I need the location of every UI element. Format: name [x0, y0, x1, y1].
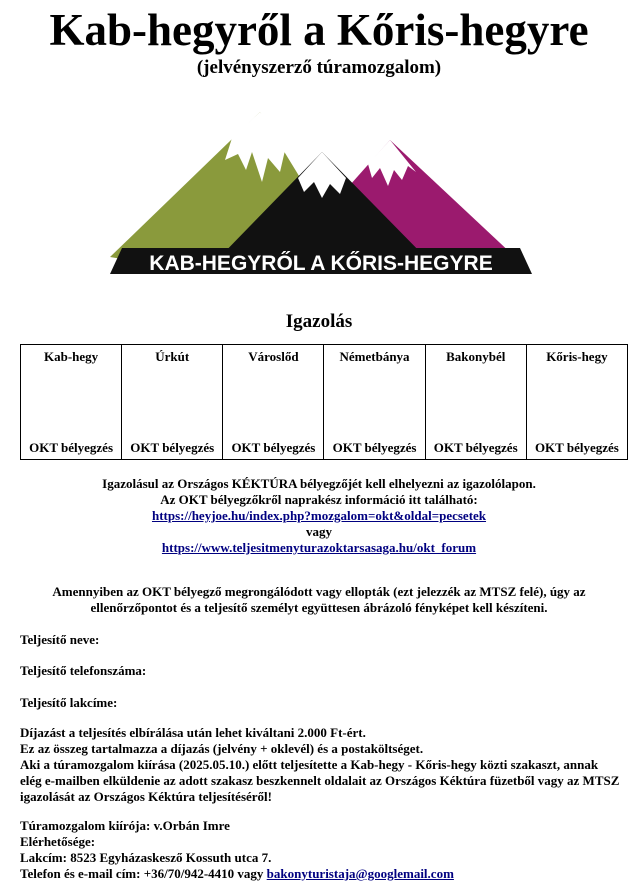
stamp-label: OKT bélyegzés: [29, 440, 114, 455]
stamp-label: OKT bélyegzés: [433, 440, 518, 455]
stamp-cell: [122, 345, 223, 460]
stamp-label: OKT bélyegzés: [130, 440, 215, 455]
contact-phone: Telefon és e-mail cím: +36/70/942-4410 vagy: [20, 866, 267, 881]
damage-note: Amennyiben az OKT bélyegző megrongálódott vagy ellopták (ezt jelezzék az MTSZ felé), úgy az ellenőrzőpontot és a teljesítő személyt együttesen ábrázoló fényképet kell készíteni.: [52, 584, 586, 615]
section-title: Igazolás: [285, 311, 353, 332]
terms-block: [20, 725, 620, 805]
form-phone-label: Teljesítő telefonszáma:: [20, 663, 147, 678]
stamp-cell: [425, 345, 526, 460]
form-name-label: Teljesítő neve:: [20, 632, 100, 647]
contact-address: Lakcím: 8523 Egyházaskesző Kossuth utca 7.: [20, 850, 272, 865]
contact-phone-line: [20, 866, 620, 882]
stamp-info: [0, 476, 638, 556]
forum-link[interactable]: https://www.teljesitmenyturazoktarsasaga.hu/okt_forum: [161, 540, 477, 555]
stamp-label: OKT bélyegzés: [332, 440, 417, 455]
stamp-table: [20, 344, 628, 460]
stamp-cell: [21, 345, 122, 460]
page-subtitle: (jelvényszerző túramozgalom): [196, 57, 442, 78]
stamp-place: Úrkút: [155, 349, 190, 364]
terms-line-3: Aki a túramozgalom kiírása (2025.05.10.) előtt teljesítette a Kab-hegy - Kőris-hegy közti szakaszt, annak elég e-mailben elküldenie az adott szakasz beszkennelt oldalait az Országos Kéktúra füzetből vagy az MTSZ igazolását az Országos Kéktúra teljesítéséről!: [20, 757, 620, 804]
stamp-place: Németbánya: [339, 349, 410, 364]
page-title: Kab-hegyről a Kőris-hegyre: [49, 5, 589, 55]
mountain-logo: [110, 112, 532, 278]
stamp-cell: [324, 345, 425, 460]
stamp-place: Kab-hegy: [43, 349, 99, 364]
info-line-1: Igazolásul az Országos KÉKTÚRA bélyegzőjét kell elhelyezni az igazolólapon.: [102, 476, 536, 491]
stamp-cell: [526, 345, 627, 460]
info-or: vagy: [306, 524, 332, 539]
logo-text: KAB-HEGYRŐL A KŐRIS-HEGYRE: [149, 252, 493, 275]
contact-block: [20, 818, 620, 882]
form-address-label: Teljesítő lakcíme:: [20, 695, 118, 710]
stamp-place: Kőris-hegy: [546, 349, 608, 364]
email-link[interactable]: bakonyturistaja@googlemail.com: [266, 866, 454, 881]
stamp-label: OKT bélyegzés: [534, 440, 619, 455]
heyjoe-link[interactable]: https://heyjoe.hu/index.php?mozgalom=okt&oldal=pecsetek: [151, 508, 487, 523]
contact-organizer: Túramozgalom kiírója: v.Orbán Imre: [20, 818, 230, 833]
terms-line-2: Ez az összeg tartalmazza a díjazás (jelvény + oklevél) és a postaköltséget.: [20, 741, 424, 756]
stamp-label: OKT bélyegzés: [231, 440, 316, 455]
stamp-cell: [223, 345, 324, 460]
terms-line-1: Díjazást a teljesítés elbírálása után lehet kiváltani 2.000 Ft-ért.: [20, 725, 366, 740]
contact-reach: Elérhetősége:: [20, 834, 96, 849]
stamp-place: Városlőd: [248, 349, 299, 364]
info-line-2: Az OKT bélyegzőkről naprakész információ itt található:: [160, 492, 478, 507]
stamp-place: Bakonybél: [446, 349, 506, 364]
